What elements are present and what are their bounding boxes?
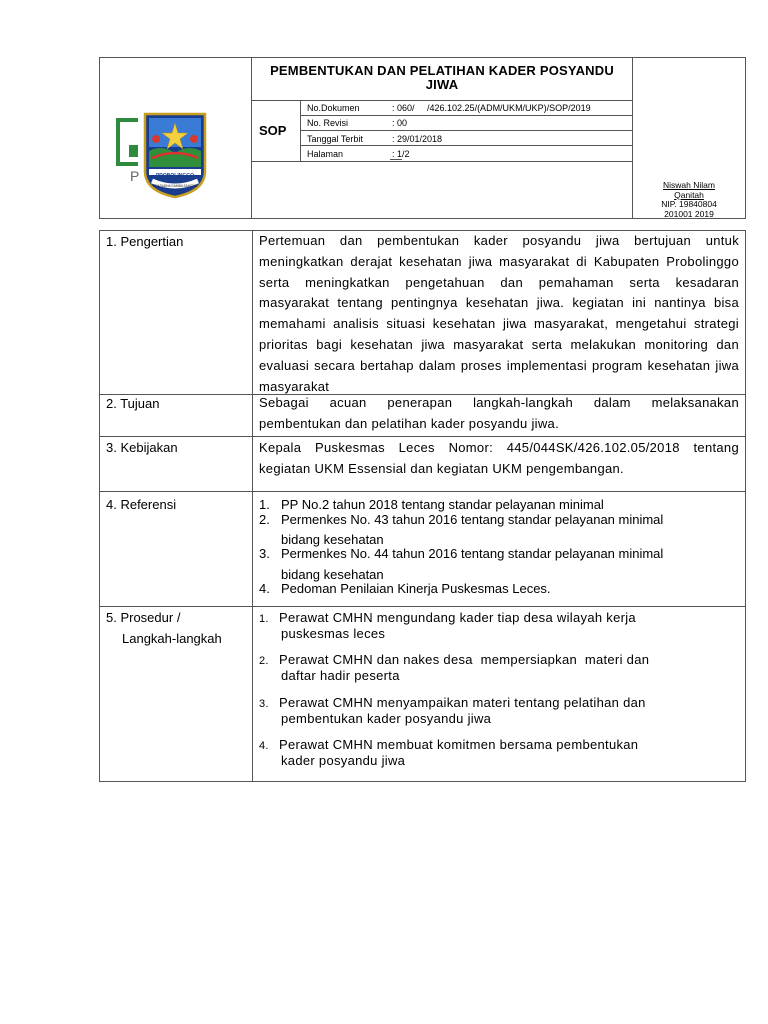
meta-row-divider — [300, 130, 632, 131]
list-item — [259, 580, 551, 597]
list-text: Permenkes No. 43 tahun 2016 tentang standar pelayanan minimal — [281, 512, 664, 527]
logo-caption-text: PROBOLINGGO — [155, 173, 195, 179]
list-text: Pedoman Penilaian Kinerja Puskesmas Leces. — [281, 581, 551, 596]
meta-label: Halaman — [307, 149, 344, 159]
green-frame-mark — [116, 118, 138, 166]
list-item — [259, 737, 638, 754]
row-divider — [99, 491, 746, 492]
meta-label: No.Dokumen — [307, 103, 360, 113]
content-column-divider — [252, 230, 253, 782]
document-title: PEMBENTUKAN DAN PELATIHAN KADER POSYANDU JIWA — [270, 63, 614, 92]
meta-value: : 060/ /426.102.25/(ADM/UKM/UKP)/SOP/2019 — [392, 103, 591, 113]
section-text-kebijakan: Kepala Puskesmas Leces Nomor: 445/044SK/426.102.05/2018 tentang kegiatan UKM Essensial dan kegiatan UKM pengembangan. — [259, 440, 739, 476]
list-number: 1. — [259, 613, 269, 625]
list-text: Perawat CMHN mengundang kader tiap desa wilayah kerja — [279, 610, 636, 625]
list-item — [259, 511, 663, 528]
section-label-prosedur: Langkah-langkah — [122, 631, 222, 646]
list-item — [259, 652, 649, 669]
section-label-kebijakan: 3. Kebijakan — [106, 440, 178, 455]
meta-row-divider — [300, 145, 632, 146]
section-text-tujuan: Sebagai acuan penerapan langkah-langkah dalam melaksanakan pembentukan dan pelatihan kader posyandu jiwa. — [259, 395, 739, 431]
signatory-name: Qanitah — [674, 189, 704, 200]
meta-value: : 29/01/2018 — [392, 134, 443, 144]
title-divider — [251, 100, 633, 101]
list-text-continued: pembentukan kader posyandu jiwa — [281, 711, 492, 726]
list-number: 4. — [259, 740, 269, 752]
list-number: 3. — [259, 546, 270, 561]
green-square-mark — [129, 145, 138, 157]
meta-label: No. Revisi — [307, 118, 349, 128]
list-text: Perawat CMHN dan nakes desa mempersiapkan materi dan — [279, 652, 650, 667]
list-item — [259, 695, 646, 712]
list-text-continued: kader posyandu jiwa — [281, 753, 406, 768]
list-text-continued: puskesmas leces — [281, 626, 386, 641]
meta-value: : 00 — [392, 118, 408, 128]
list-item — [259, 610, 636, 627]
row-divider — [99, 436, 746, 437]
list-number: 2. — [259, 512, 270, 527]
list-number: 2. — [259, 655, 269, 667]
list-text: Permenkes No. 44 tahun 2016 tentang standar pelayanan minimal — [281, 546, 664, 561]
signatory-nip: NIP. 19840804 — [661, 199, 717, 209]
list-number: 3. — [259, 698, 269, 710]
row-divider — [99, 606, 746, 607]
list-item — [259, 545, 663, 562]
signatory-name: Niswah Nilam — [663, 180, 715, 190]
signatory-nip: 201001 2019 — [664, 208, 714, 219]
signatory-block — [650, 181, 728, 219]
list-text: Perawat CMHN membuat komitmen bersama pembentukan — [279, 737, 639, 752]
list-text-continued: daftar hadir peserta — [281, 668, 400, 683]
meta-value: : 1/2 — [392, 149, 410, 159]
list-text-continued: bidang kesehatan — [281, 532, 384, 547]
meta-label: Tanggal Terbit — [307, 134, 363, 144]
list-number: 4. — [259, 581, 270, 596]
probolinggo-emblem — [142, 111, 208, 199]
logo-underlay-letter: P — [130, 168, 140, 184]
list-text: Perawat CMHN menyampaikan materi tentang pelatihan dan — [279, 695, 646, 710]
list-number: 1. — [259, 497, 270, 512]
section-label-referensi: 4. Referensi — [106, 497, 177, 512]
list-text-continued: bidang kesehatan — [281, 567, 384, 582]
section-text-pengertian: Pertemuan dan pembentukan kader posyandu jiwa bertujuan untuk meningkatkan derajat kesehatan jiwa masyarakat di Kabupaten Probolinggo serta meningkatkan pengetahuan dan pemahaman serta kesadaran masyarakat tentang pentingnya kesehatan jiwa. kegiatan ini nantinya bisa memahami analisis situasi kesehatan jiwa masyarakat, mengetahui strategi prioritas bagi kesehatan jiwa masyarakat serta melakukan monitoring dan evaluasi secara bertahap dalam proses implementasi program kesehatan jiwa masyarakat — [259, 233, 739, 394]
page-underline — [390, 159, 402, 160]
section-label-prosedur: 5. Prosedur / — [106, 610, 181, 625]
header-divider-right — [632, 57, 633, 219]
section-label-pengertian: 1. Pengertian — [106, 234, 184, 249]
sop-label: SOP — [259, 123, 287, 138]
list-text: PP No.2 tahun 2018 tentang standar pelayanan minimal — [281, 497, 604, 512]
logo-motto-text: PRASADHA GAMBA SAHITYA — [153, 184, 197, 188]
meta-row-divider — [300, 115, 632, 116]
meta-bottom-divider — [251, 161, 633, 162]
section-label-tujuan: 2. Tujuan — [106, 396, 160, 411]
